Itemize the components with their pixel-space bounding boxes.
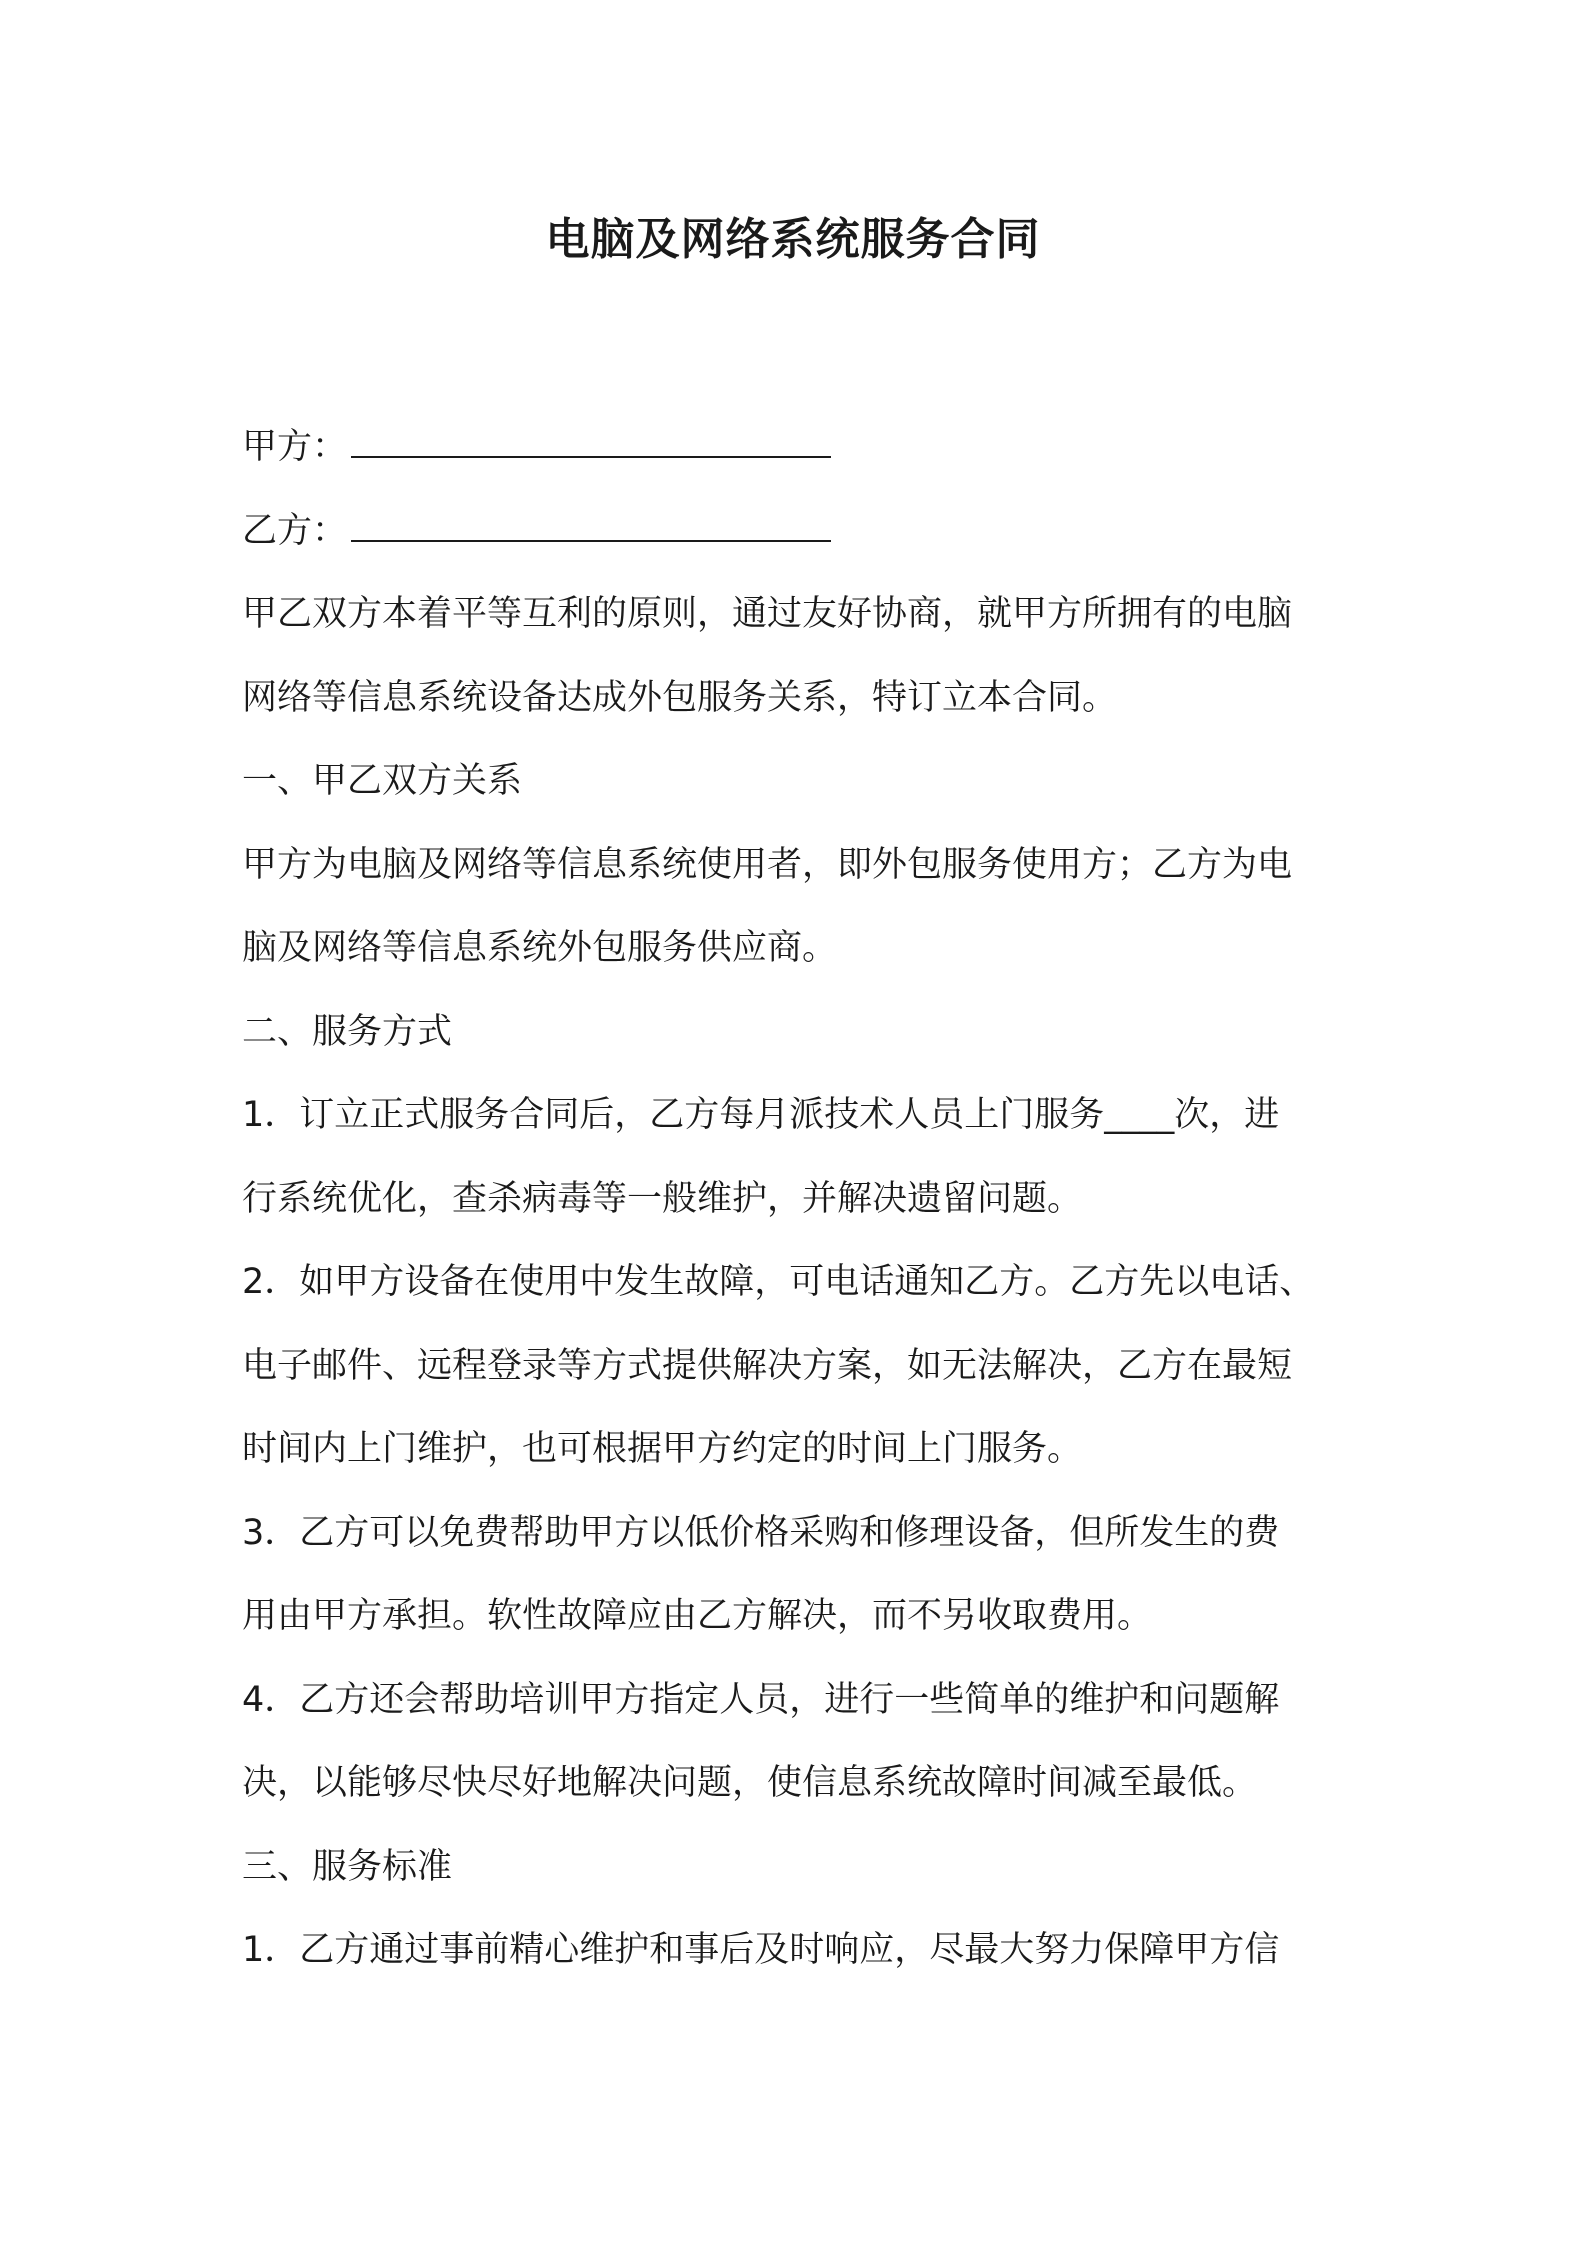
body-line: 甲乙双方本着平等互利的原则，通过友好协商，就甲方所拥有的电脑 (242, 594, 1293, 634)
body-line: 决，以能够尽快尽好地解决问题，使信息系统故障时间减至最低。 (242, 1763, 1258, 1803)
body-line: 甲方为电脑及网络等信息系统使用者，即外包服务使用方；乙方为电 (242, 844, 1293, 885)
party-a-label: 甲方： (242, 427, 348, 467)
section-heading: 一、甲乙双方关系 (242, 761, 523, 801)
party-a-blank (351, 450, 831, 458)
body-line: 用由甲方承担。软性故障应由乙方解决，而不另收取费用。 (242, 1596, 1153, 1636)
body-line: 时间内上门维护，也可根据甲方约定的时间上门服务。 (242, 1429, 1083, 1469)
section-heading: 三、服务标准 (242, 1846, 453, 1887)
body-line: 4．乙方还会帮助培训甲方指定人员，进行一些简单的维护和问题解 (242, 1679, 1280, 1720)
body-line: 脑及网络等信息系统外包服务供应商。 (242, 928, 838, 968)
body-line: 行系统优化，查杀病毒等一般维护，并解决遗留问题。 (242, 1178, 1083, 1219)
party-b-line (242, 490, 1362, 574)
party-a-line (242, 406, 1362, 490)
body-line: 3．乙方可以免费帮助甲方以低价格采购和修理设备，但所发生的费 (242, 1512, 1280, 1553)
section-heading: 二、服务方式 (242, 1011, 453, 1052)
body-line: 网络等信息系统设备达成外包服务关系，特订立本合同。 (242, 677, 1118, 718)
body-line: 1．订立正式服务合同后，乙方每月派技术人员上门服务____次，进 (242, 1095, 1280, 1135)
body-line: 电子邮件、远程登录等方式提供解决方案，如无法解决，乙方在最短 (242, 1345, 1293, 1386)
body-line: 1．乙方通过事前精心维护和事后及时响应，尽最大努力保障甲方信 (242, 1930, 1280, 1970)
body-line: 2．如甲方设备在使用中发生故障，可电话通知乙方。乙方先以电话、 (242, 1262, 1315, 1302)
document-title: 电脑及网络系统服务合同 (545, 214, 1041, 265)
party-b-label: 乙方： (242, 510, 348, 551)
document-body (242, 406, 1362, 1993)
party-b-blank (351, 534, 831, 542)
